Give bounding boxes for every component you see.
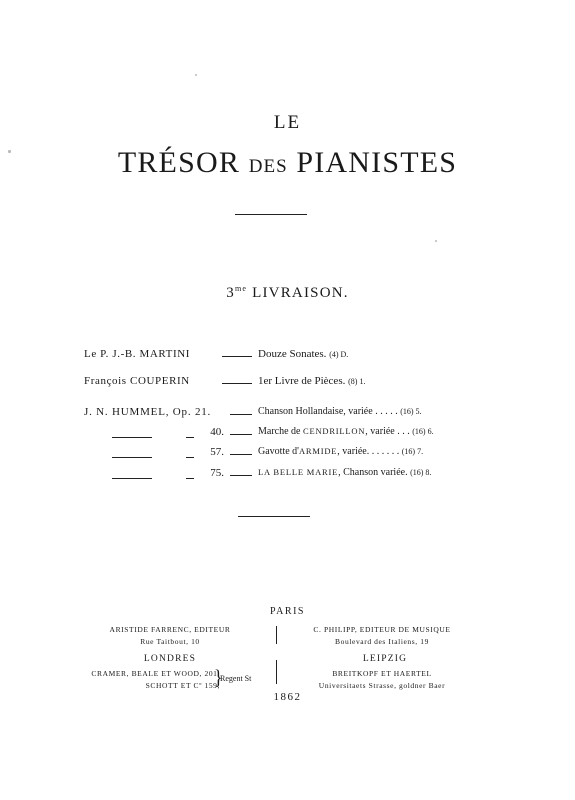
composer-name: J. N. HUMMEL, Op. 21. [84,406,212,418]
contents-row [0,406,575,422]
publisher-paris-left [70,624,270,648]
work-code: (4) D. [329,350,349,359]
title-article: LE [273,112,302,133]
leader-dash [230,434,252,435]
work-code: (8) 1. [348,377,366,386]
work-title: LA BELLE MARIE, Chanson variée. (16) 8. [258,467,432,478]
publisher-name: CRAMER, BEALE ET WOOD, 201, [91,669,220,678]
ditto-rule-short [186,457,194,458]
leader-dash [230,475,252,476]
work-title: Gavotte d'ARMIDE, variée. . . . . . . (16) 7. [258,446,424,457]
contents-row [0,348,575,364]
publisher-address: Boulevard des Italiens, 19 [335,637,429,646]
publisher-address: Rue Taitbout, 10 [140,637,200,646]
ditto-rule [112,478,152,479]
livraison-heading [0,285,575,302]
work-code: (16) 5. [400,407,422,416]
work-title: Douze Sonates. (4) D. [258,348,349,360]
title-rule [235,214,307,215]
contents-row [0,426,575,442]
publisher-name: ARISTIDE FARRENC, EDITEUR [109,625,231,634]
title-word-tresor: TRÉSOR [117,146,241,179]
work-title: Marche de CENDRILLON, variée . . . (16) 6. [258,426,434,437]
leader-dash [222,383,252,384]
work-code: (16) 8. [410,468,432,477]
livraison-label: LIVRAISON. [252,285,349,301]
imprint-divider [276,660,277,684]
opus-number: 75. [210,467,224,479]
imprint-paris: PARIS [270,606,305,617]
title-word-des: DES [248,156,288,177]
imprint-londres: LONDRES [143,654,197,664]
imprint-divider [276,626,277,644]
page-title [0,146,575,180]
scan-speck [435,240,437,242]
composer-name: Le P. J.-B. MARTINI [84,348,191,360]
leader-dash [230,454,252,455]
title-word-pianistes: PIANISTES [296,146,458,179]
contents-row [0,467,575,483]
work-title: 1er Livre de Pièces. (8) 1. [258,375,366,387]
publication-year: 1862 [273,691,302,703]
ditto-rule-short [186,478,194,479]
publisher-address: Universitaets Strasse, goldner Baer [318,681,446,690]
opus-number: 57. [210,446,224,458]
contents-row [0,375,575,391]
brace-icon: } [214,665,223,689]
publisher-name-2: SCHOTT ET Cº 159, [145,681,220,690]
contents-rule [238,516,310,517]
work-title: Chanson Hollandaise, variée . . . . . (16) 5. [258,406,422,417]
composer-name: François COUPERIN [84,375,190,387]
scan-speck [195,74,197,76]
publisher-name: C. PHILIPP, EDITEUR DE MUSIQUE [313,625,451,634]
work-code: (16) 7. [401,447,424,456]
livraison-suffix: me [234,284,248,293]
imprint-leipzig: LEIPZIG [362,654,408,664]
regent-street: Regent St [220,674,252,683]
publisher-leipzig [282,668,482,692]
work-code: (16) 6. [412,427,434,436]
leader-dash [222,356,252,357]
opus-number: 40. [210,426,224,438]
ditto-rule [112,437,152,438]
livraison-number: 3 [226,285,235,301]
leader-dash [230,414,252,415]
publisher-paris-right [282,624,482,648]
ditto-rule [112,457,152,458]
publisher-londres [60,668,220,692]
publisher-name: BREITKOPF ET HAERTEL [332,669,432,678]
contents-row [0,446,575,462]
ditto-rule-short [186,437,194,438]
